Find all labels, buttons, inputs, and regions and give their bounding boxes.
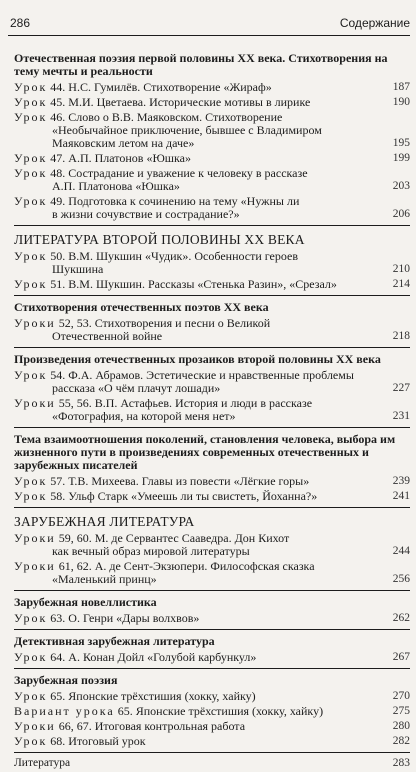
- toc-entry: Урок 65. Японские трёхстишия (хокку, хайку) 270: [14, 689, 410, 703]
- running-title: Содержание: [339, 16, 410, 30]
- page-number: 286: [10, 16, 31, 30]
- toc-entry: Урок 50. В.М. Шукшин «Чудик». Особенности героев Шукшина 210: [14, 249, 410, 276]
- page-header: [8, 16, 410, 32]
- page-ref: 239: [392, 475, 410, 487]
- toc-entry: Урок 49. Подготовка к сочинению на тему «Нужны ли в жизни сочувствие и сострадание?» 206: [14, 194, 410, 221]
- section-heading: Тема взаимоотношения поколений, становления человека, выбора им жизненного пути в произведениях современных отечественных и зарубежных писателей: [14, 432, 396, 472]
- page-ref: 256: [392, 573, 410, 585]
- page-ref: 280: [392, 720, 410, 732]
- page-ref: 195: [392, 137, 410, 149]
- section-divider: [14, 347, 410, 348]
- page-ref: 206: [392, 208, 410, 220]
- toc-entry: Урок 51. В.М. Шукшин. Рассказы «Стенька Разин», «Срезал» 214: [14, 277, 410, 291]
- page-ref: 262: [392, 612, 410, 624]
- toc-entry: Урок 47. А.П. Платонов «Юшка» 199: [14, 151, 410, 165]
- page-ref: 283: [392, 757, 410, 769]
- header-rule: [8, 35, 410, 36]
- section-divider: [14, 668, 410, 669]
- section-divider: [14, 752, 410, 753]
- page-ref: 203: [392, 180, 410, 192]
- toc-entry: Урок 45. М.И. Цветаева. Исторические мотивы в лирике 190: [14, 95, 410, 109]
- page-ref: 199: [392, 152, 410, 164]
- toc-entry: Урок 68. Итоговый урок 282: [14, 734, 410, 748]
- page-ref: 231: [392, 410, 410, 422]
- toc-entry: Урок 57. Т.В. Михеева. Главы из повести «Лёгкие горы» 239: [14, 474, 410, 488]
- part-heading: ЛИТЕРАТУРА ВТОРОЙ ПОЛОВИНЫ XX ВЕКА: [14, 232, 305, 247]
- page-ref: 282: [392, 735, 410, 747]
- toc-entry: Урок 54. Ф.А. Абрамов. Эстетические и нравственные проблемы рассказа «О чём плачут лошади» 227: [14, 368, 410, 395]
- page-ref: 214: [392, 278, 410, 290]
- part-heading: ЗАРУБЕЖНАЯ ЛИТЕРАТУРА: [14, 514, 195, 529]
- toc-entry: Уроки 52, 53. Стихотворения и песни о Великой Отечественной войне 218: [14, 316, 410, 343]
- page-ref: 270: [392, 690, 410, 702]
- section-divider: [14, 295, 410, 296]
- page-ref: 227: [392, 382, 410, 394]
- section-divider: [14, 225, 410, 226]
- page-ref: 267: [392, 651, 410, 663]
- section-heading: Зарубежная новеллистика: [14, 595, 157, 609]
- section-heading: Зарубежная поэзия: [14, 673, 118, 687]
- section-heading: Стихотворения отечественных поэтов XX века: [14, 300, 269, 314]
- section-divider: [14, 590, 410, 591]
- page-ref: 210: [392, 263, 410, 275]
- page-ref: 275: [392, 705, 410, 717]
- toc-entry: Урок 46. Слово о В.В. Маяковском. Стихотворение «Необычайное приключение, бывшее с Владимиром Маяковским летом на даче» 195: [14, 110, 410, 150]
- toc-entry: Урок 64. А. Конан Дойл «Голубой карбункул» 267: [14, 650, 410, 664]
- page-ref: 187: [392, 81, 410, 93]
- section-divider: [14, 507, 410, 508]
- toc-entry: Уроки 61, 62. А. де Сент-Экзюпери. Философская сказка «Маленький принц» 256: [14, 559, 410, 586]
- toc-entry: Уроки 59, 60. М. де Сервантес Сааведра. Дон Кихот как вечный образ мировой литературы 244: [14, 531, 410, 558]
- section-heading: Произведения отечественных прозаиков второй половины XX века: [14, 352, 381, 366]
- page-ref: 241: [392, 490, 410, 502]
- toc-entry: Урок 48. Сострадание и уважение к человеку в рассказе А.П. Платонова «Юшка» 203: [14, 166, 410, 193]
- toc-entry: Урок 44. Н.С. Гумилёв. Стихотворение «Жираф» 187: [14, 80, 410, 94]
- toc-entry: Уроки 55, 56. В.П. Астафьев. История и люди в рассказе «Фотография, на которой меня нет» 231: [14, 396, 410, 423]
- table-of-contents: [14, 52, 410, 772]
- page-ref: 218: [392, 330, 410, 342]
- section-heading: Детективная зарубежная литература: [14, 634, 215, 648]
- page-ref: 244: [392, 545, 410, 557]
- toc-entry: Урок 58. Ульф Старк «Умеешь ли ты свистеть, Йоханна?» 241: [14, 489, 410, 503]
- toc-entry: Уроки 66, 67. Итоговая контрольная работа 280: [14, 719, 410, 733]
- toc-entry: Вариант урока 65. Японские трёхстишия (хокку, хайку) 275: [14, 704, 410, 718]
- section-divider: [14, 629, 410, 630]
- page-ref: 190: [392, 96, 410, 108]
- toc-entry: Урок 63. О. Генри «Дары волхвов» 262: [14, 611, 410, 625]
- toc-entry-literature: Литература 283: [14, 757, 410, 769]
- section-divider: [14, 427, 410, 428]
- section-heading: Отечественная поэзия первой половины XX века. Стихотворения на тему мечты и реальности: [14, 51, 388, 78]
